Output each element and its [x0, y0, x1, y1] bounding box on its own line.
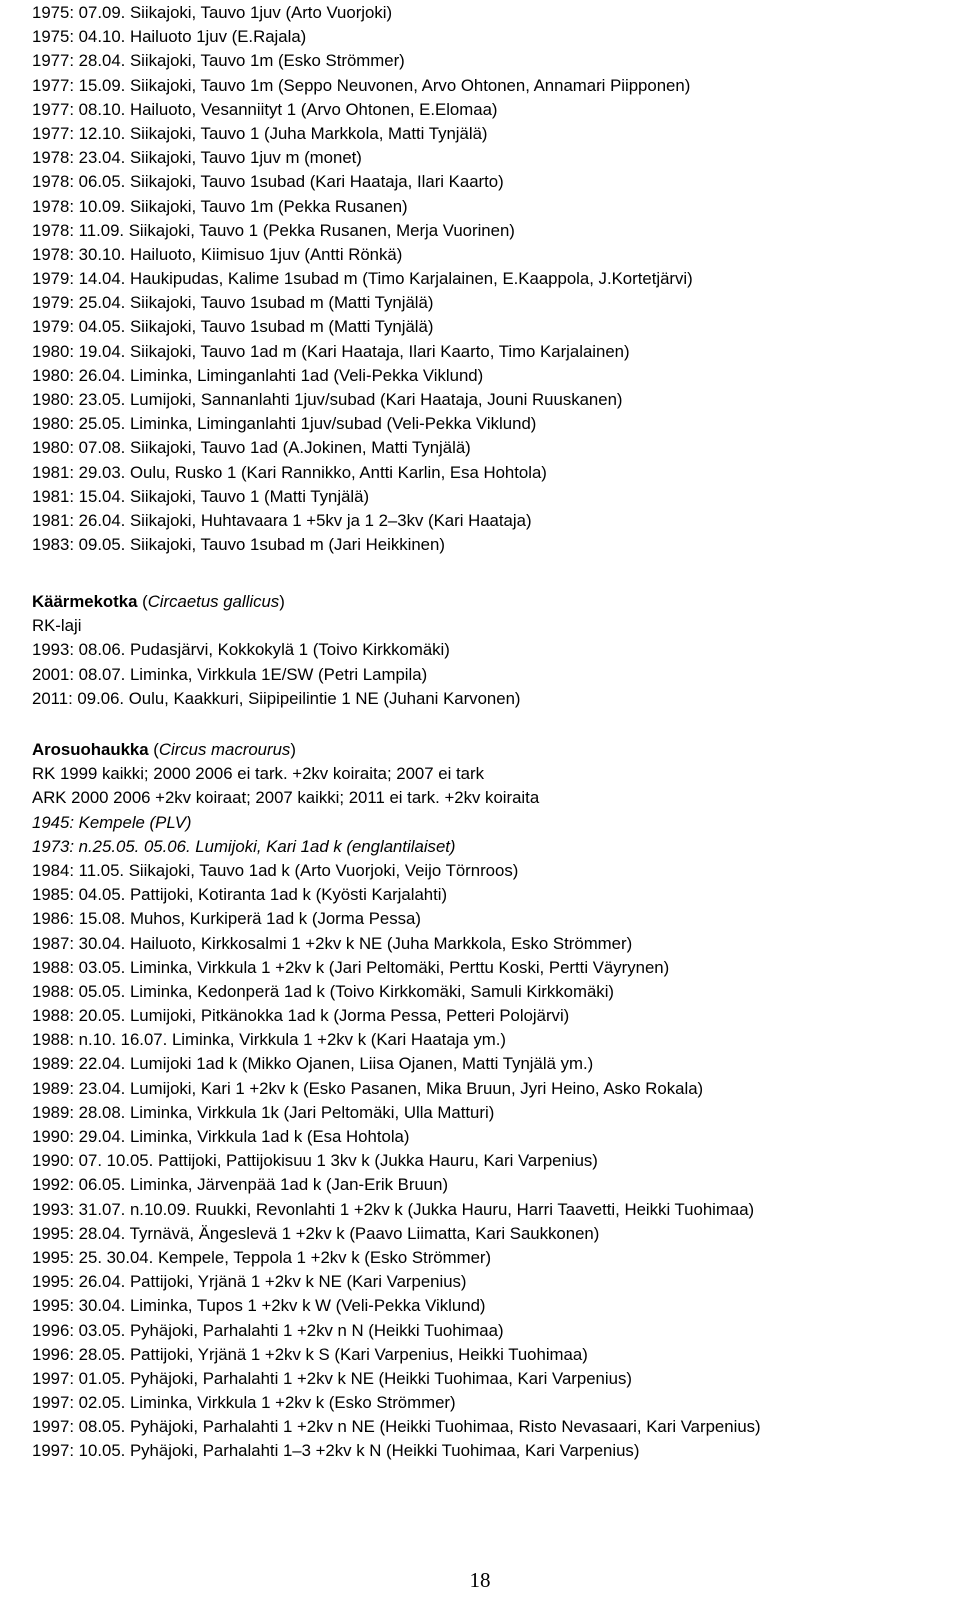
- observation-list-1: [32, 1, 952, 557]
- record-line: 1978: 23.04. Siikajoki, Tauvo 1juv m (monet): [32, 148, 362, 168]
- record-line: 1977: 28.04. Siikajoki, Tauvo 1m (Esko Strömmer): [32, 51, 405, 71]
- record-line: 1996: 03.05. Pyhäjoki, Parhalahti 1 +2kv n N (Heikki Tuohimaa): [32, 1320, 504, 1340]
- record-line: 1988: n.10. 16.07. Liminka, Virkkula 1 +2kv k (Kari Haataja ym.): [32, 1030, 506, 1050]
- record-line: RK 1999 kaikki; 2000 2006 ei tark. +2kv koiraita; 2007 ei tark: [32, 764, 484, 784]
- record-line: 1992: 06.05. Liminka, Järvenpää 1ad k (Jan-Erik Bruun): [32, 1175, 449, 1195]
- species-section-arosuohaukka: [32, 738, 952, 1464]
- record-line: 1988: 05.05. Liminka, Kedonperä 1ad k (Toivo Kirkkomäki, Samuli Kirkkomäki): [32, 981, 615, 1001]
- record-line: 1990: 29.04. Liminka, Virkkula 1ad k (Esa Hohtola): [32, 1127, 410, 1146]
- record-line: 2001: 08.07. Liminka, Virkkula 1E/SW (Petri Lampila): [32, 664, 428, 684]
- record-line: 1973: n.25.05. 05.06. Lumijoki, Kari 1ad k (englantilaiset): [32, 836, 456, 856]
- record-line: 1977: 15.09. Siikajoki, Tauvo 1m (Seppo Neuvonen, Arvo Ohtonen, Annamari Piipponen): [32, 75, 691, 95]
- record-line: 1997: 01.05. Pyhäjoki, Parhalahti 1 +2kv k NE (Heikki Tuohimaa, Kari Varpenius): [32, 1368, 632, 1388]
- record-line: 1997: 10.05. Pyhäjoki, Parhalahti 1–3 +2kv k N (Heikki Tuohimaa, Kari Varpenius): [32, 1441, 640, 1461]
- record-line: 1980: 07.08. Siikajoki, Tauvo 1ad (A.Jokinen, Matti Tynjälä): [32, 438, 471, 458]
- species-scientific-name: Circaetus gallicus: [147, 592, 280, 611]
- species-scientific-name: Circus macrourus: [158, 740, 291, 759]
- record-line: 1993: 08.06. Pudasjärvi, Kokkokylä 1 (Toivo Kirkkomäki): [32, 640, 450, 660]
- record-line: 1987: 30.04. Hailuoto, Kirkkosalmi 1 +2kv k NE (Juha Markkola, Esko Strömmer): [32, 933, 633, 953]
- record-line: 1990: 07. 10.05. Pattijoki, Pattijokisuu 1 3kv k (Jukka Hauru, Kari Varpenius): [32, 1151, 598, 1171]
- record-line: 1977: 08.10. Hailuoto, Vesanniityt 1 (Arvo Ohtonen, E.Elomaa): [32, 99, 498, 119]
- record-line: 1995: 30.04. Liminka, Tupos 1 +2kv k W (Veli-Pekka Viklund): [32, 1296, 486, 1316]
- record-line: 1981: 15.04. Siikajoki, Tauvo 1 (Matti Tynjälä): [32, 486, 370, 506]
- record-line: 1988: 20.05. Lumijoki, Pitkänokka 1ad k (Jorma Pessa, Petteri Polojärvi): [32, 1006, 570, 1026]
- record-line: 1981: 26.04. Siikajoki, Huhtavaara 1 +5kv ja 1 2–3kv (Kari Haataja): [32, 510, 532, 530]
- record-line: 1979: 14.04. Haukipudas, Kalime 1subad m (Timo Karjalainen, E.Kaappola, J.Kortetjärvi): [32, 269, 693, 289]
- record-line: 1978: 11.09. Siikajoki, Tauvo 1 (Pekka Rusanen, Merja Vuorinen): [32, 220, 515, 240]
- record-line: 1984: 11.05. Siikajoki, Tauvo 1ad k (Arto Vuorjoki, Veijo Törnroos): [32, 860, 519, 880]
- record-line: 1997: 02.05. Liminka, Virkkula 1 +2kv k (Esko Strömmer): [32, 1393, 456, 1413]
- species-heading: Käärmekotka (Circaetus gallicus): [32, 592, 285, 611]
- record-line: 1980: 26.04. Liminka, Liminganlahti 1ad (Veli-Pekka Viklund): [32, 365, 484, 385]
- record-line: 1989: 28.08. Liminka, Virkkula 1k (Jari Peltomäki, Ulla Matturi): [32, 1102, 495, 1122]
- record-line: 1989: 22.04. Lumijoki 1ad k (Mikko Ojanen, Liisa Ojanen, Matti Tynjälä ym.): [32, 1054, 594, 1074]
- species-heading: Arosuohaukka (Circus macrourus): [32, 740, 296, 759]
- record-line: 1980: 19.04. Siikajoki, Tauvo 1ad m (Kari Haataja, Ilari Kaarto, Timo Karjalainen): [32, 341, 630, 361]
- record-line: 1995: 25. 30.04. Kempele, Teppola 1 +2kv k (Esko Strömmer): [32, 1247, 492, 1267]
- record-line: 1997: 08.05. Pyhäjoki, Parhalahti 1 +2kv n NE (Heikki Tuohimaa, Risto Nevasaari, Kari Varpenius): [32, 1417, 761, 1437]
- record-line: 1986: 15.08. Muhos, Kurkiperä 1ad k (Jorma Pessa): [32, 909, 421, 929]
- record-line: 1995: 28.04. Tyrnävä, Ängeslevä 1 +2kv k (Paavo Liimatta, Kari Saukkonen): [32, 1223, 600, 1243]
- record-line: 1980: 23.05. Lumijoki, Sannanlahti 1juv/subad (Kari Haataja, Jouni Ruuskanen): [32, 390, 623, 409]
- species-name: Arosuohaukka: [32, 740, 149, 759]
- record-line: ARK 2000 2006 +2kv koiraat; 2007 kaikki; 2011 ei tark. +2kv koiraita: [32, 788, 540, 808]
- record-line: 1975: 04.10. Hailuoto 1juv (E.Rajala): [32, 27, 307, 47]
- record-line: 1979: 04.05. Siikajoki, Tauvo 1subad m (Matti Tynjälä): [32, 317, 434, 337]
- record-line: 1975: 07.09. Siikajoki, Tauvo 1juv (Arto Vuorjoki): [32, 3, 393, 22]
- record-line: 1979: 25.04. Siikajoki, Tauvo 1subad m (Matti Tynjälä): [32, 293, 434, 313]
- record-line: 2011: 09.06. Oulu, Kaakkuri, Siipipeilintie 1 NE (Juhani Karvonen): [32, 688, 521, 708]
- record-line: 1978: 06.05. Siikajoki, Tauvo 1subad (Kari Haataja, Ilari Kaarto): [32, 172, 504, 192]
- page-number: 18: [469, 1568, 491, 1592]
- record-line: 1981: 29.03. Oulu, Rusko 1 (Kari Rannikko, Antti Karlin, Esa Hohtola): [32, 462, 547, 482]
- record-line: 1983: 09.05. Siikajoki, Tauvo 1subad m (Jari Heikkinen): [32, 535, 445, 555]
- record-line: 1980: 25.05. Liminka, Liminganlahti 1juv/subad (Veli-Pekka Viklund): [32, 414, 537, 434]
- record-line: 1995: 26.04. Pattijoki, Yrjänä 1 +2kv k NE (Kari Varpenius): [32, 1272, 467, 1292]
- record-line: 1989: 23.04. Lumijoki, Kari 1 +2kv k (Esko Pasanen, Mika Bruun, Jyri Heino, Asko Rokala): [32, 1078, 704, 1098]
- record-line: 1993: 31.07. n.10.09. Ruukki, Revonlahti 1 +2kv k (Jukka Hauru, Harri Taavetti, Heikki Tuohimaa): [32, 1199, 755, 1219]
- record-line: 1945: Kempele (PLV): [32, 812, 192, 832]
- species-name: Käärmekotka: [32, 592, 138, 611]
- record-line: 1977: 12.10. Siikajoki, Tauvo 1 (Juha Markkola, Matti Tynjälä): [32, 123, 488, 143]
- species-section-kaarmekotka: [32, 590, 952, 711]
- record-line: RK-laji: [32, 616, 82, 636]
- record-line: 1988: 03.05. Liminka, Virkkula 1 +2kv k (Jari Peltomäki, Perttu Koski, Pertti Väyrynen): [32, 957, 670, 977]
- record-line: 1978: 10.09. Siikajoki, Tauvo 1m (Pekka Rusanen): [32, 196, 408, 216]
- record-line: 1985: 04.05. Pattijoki, Kotiranta 1ad k (Kyösti Karjalahti): [32, 885, 448, 905]
- record-line: 1996: 28.05. Pattijoki, Yrjänä 1 +2kv k S (Kari Varpenius, Heikki Tuohimaa): [32, 1344, 588, 1364]
- record-line: 1978: 30.10. Hailuoto, Kiimisuo 1juv (Antti Rönkä): [32, 244, 403, 264]
